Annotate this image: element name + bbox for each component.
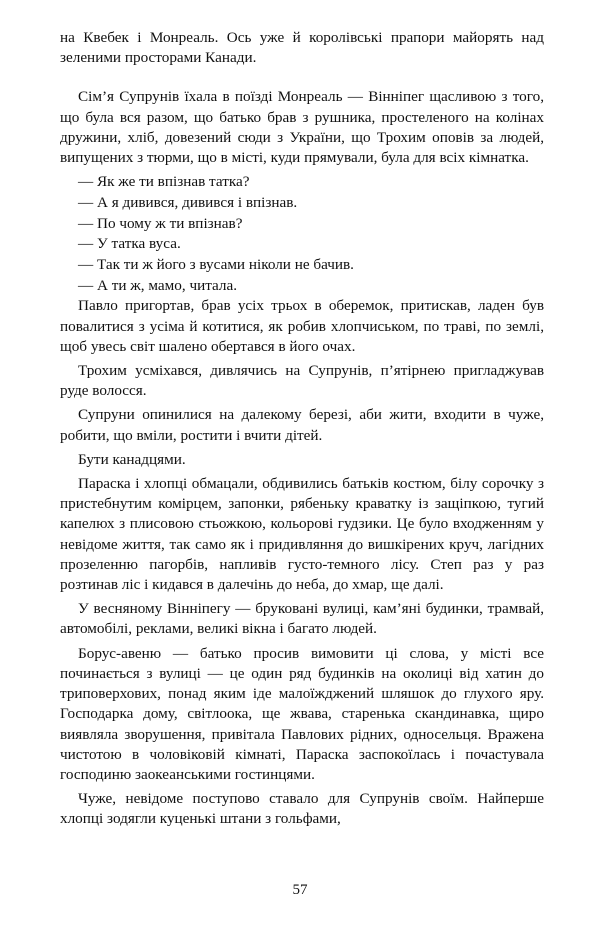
paragraph-1: на Квебек і Монреаль. Ось уже й королівські прапори майорять над зеленими просторами Канади. [60, 29, 544, 67]
paragraph-6: Бути канадцями. [78, 450, 186, 468]
paragraph-4: Трохим усміхався, дивлячись на Супрунів, п’ятірнею пригладжував руде волосся. [60, 362, 544, 400]
dialogue-line-1: — Як же ти впізнав татка? [78, 173, 250, 191]
dialogue-line-6: — А ти ж, мамо, читала. [78, 276, 238, 294]
paragraph-9: Борус-авеню — батько просив вимовити ці слова, у місті все починається з вулиці — це один ряд будинків на околиці від хатин до триповерхових, понад яким іде малоїжджений шляшок до глухого яру. Господарка дому, світлоока, ще жвава, старенька скандинавка, щиро виявляла зворушення, привітала Павлових рідних, односельця. Вражена чистотою в чоловіковій кімнаті, Параска заспокоїлась і почастувала господиню заокеанськими гостинцями. [60, 644, 544, 783]
dialogue-line-3: — По чому ж ти впізнав? [78, 214, 243, 232]
paragraph-3: Павло пригортав, брав усіх трьох в оберемок, притискав, ладен був повалитися з усіма й котитися, як робив хлопчиськом, по траві, по землі, щоб увесь світ шаленo обертався в його очах. [60, 297, 544, 355]
paragraph-8: У весняному Вінніпегу — бруковані вулиці, кам’яні будинки, трамвай, автомобілі, реклами, великі вікна і багато людей. [60, 600, 544, 638]
dialogue-line-2: — А я дивився, дивився і впізнав. [78, 193, 298, 211]
page-text [60, 28, 544, 834]
paragraph-7: Параска і хлопці обмацали, обдивились батьків костюм, білу сорочку з пристебнутим комірцем, запонки, рябеньку краватку із защіпкою, тугий капелюх з плисовою стьожкою, кольорові гудзики. Це було входженням у невідоме життя, так само як і придивляння до вишкірених круч, лагідних прозеленню пагорбів, напливів густо-темного лісу. Степ раз у раз розтинав ліс і кидався в далечінь до неба, до хмар, ще далі. [60, 475, 544, 594]
dialogue-line-4: — У татка вуса. [78, 235, 181, 253]
page-number: 57 [292, 882, 308, 898]
dialogue-line-5: — Так ти ж його з вусами ніколи не бачив. [78, 256, 354, 274]
paragraph-2: Сім’я Супрунів їхала в поїзді Монреаль — Вінніпег щасливою з того, що була вся разом, що батько брав з рушника, простеленого на колінах дружини, хліб, довезений сюди з України, що Трохим оповів за людей, випущених з тюрми, що в місті, куди прямували, була для всіх кімнатка. [60, 88, 544, 167]
paragraph-5: Супруни опинилися на далекому березі, аби жити, входити в чуже, робити, що вміли, ростити і вчити дітей. [60, 406, 544, 444]
paragraph-10: Чуже, невідоме поступово ставало для Супрунів своїм. Найперше хлопці зодягли куценькі штани з гольфами, [60, 790, 544, 828]
